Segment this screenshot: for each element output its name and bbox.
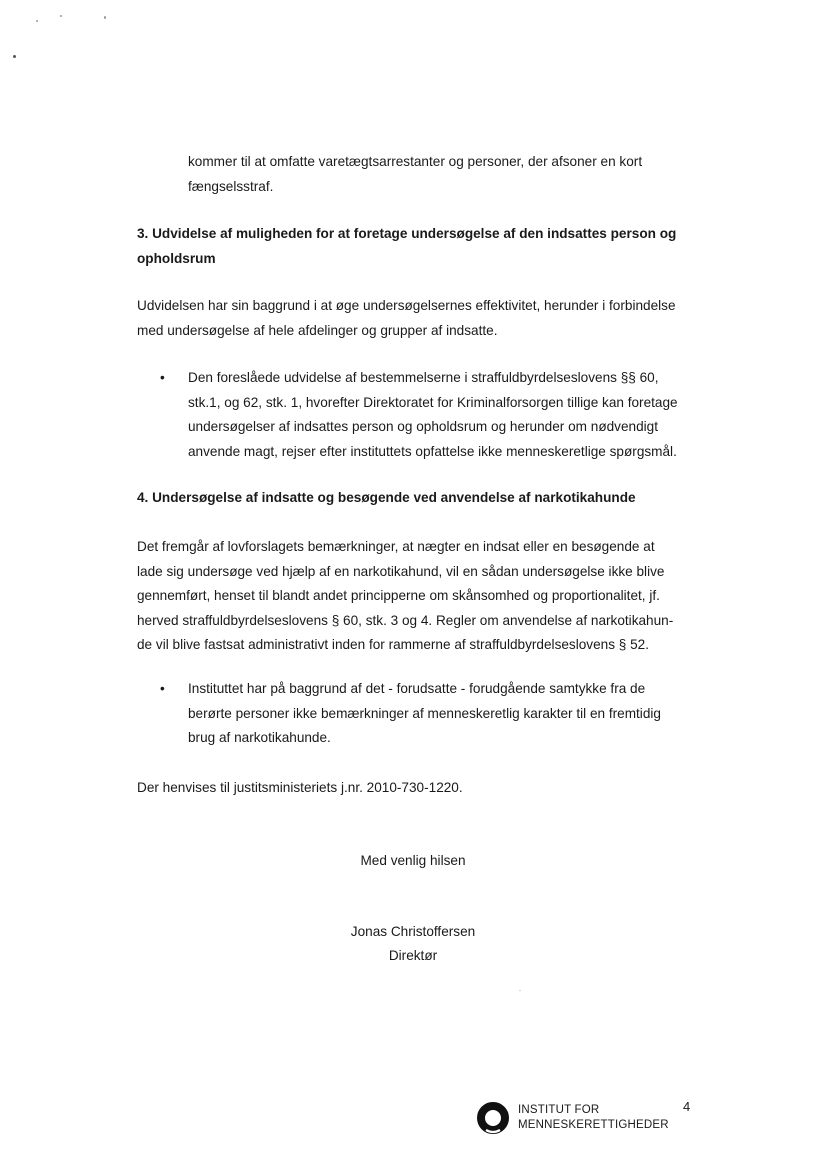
section-4-paragraph-line: herved straffuldbyrdelseslovens § 60, stk. 3 og 4. Regler om anvendelse af narkotikahun- [137, 612, 674, 628]
bullet-line: undersøgelser af indsattes person og opholdsrum og herunder om nødvendigt [188, 419, 659, 434]
bullet-marker: • [160, 681, 165, 696]
scan-speck [519, 990, 521, 991]
section-3-bullet-text [188, 366, 708, 464]
section-4-paragraph-line: de vil blive fastsat administrativt inden for rammerne af straffuldbyrdelseslovens § 52. [137, 637, 650, 652]
bullet-line: brug af narkotikahunde. [188, 730, 331, 745]
closing-greeting: Med venlig hilsen [360, 853, 466, 868]
bullet-line: berørte personer ikke bemærkninger af menneskeretlig karakter til en fremtidig [188, 705, 661, 721]
institute-logo-text [518, 1103, 669, 1133]
institute-logo [476, 1100, 676, 1140]
institute-ring-logo-icon [476, 1101, 510, 1135]
reference-text: Der henvises til justitsministeriets j.nr. 2010-730-1220. [137, 780, 463, 795]
scan-speck [36, 20, 38, 22]
bullet-marker: • [160, 370, 165, 385]
section-4-heading [137, 486, 702, 511]
section-4-paragraph-line: Det fremgår af lovforslagets bemærkninger, at nægter en indsat eller en besøgende at [137, 539, 655, 554]
section-3-paragraph-line: med undersøgelse af hele afdelinger og grupper af indsatte. [137, 322, 498, 338]
section-3-paragraph-line: Udvidelsen har sin baggrund i at øge undersøgelsernes effektivitet, herunder i forbindelse [137, 298, 676, 313]
continuation-paragraph [188, 150, 708, 199]
section-4-paragraph-line: gennemført, henset til blandt andet principperne om skånsomhed og proportionalitet, jf. [137, 588, 660, 603]
bullet-line: stk.1, og 62, stk. 1, hvorefter Direktoratet for Kriminalforsorgen tillige kan foretage [188, 394, 678, 410]
section-4-paragraph [137, 535, 697, 658]
section-4-bullet-text [188, 677, 708, 751]
signatory-title: Direktør [388, 948, 438, 963]
page-number: 4 [683, 1099, 691, 1114]
bullet-line: anvende magt, rejser efter instituttets opfattelse ikke menneskeretlige spørgsmål. [188, 443, 677, 459]
section-4-paragraph-line: lade sig undersøge ved hjælp af en narkotikahund, vil en sådan undersøgelse ikke blive [137, 563, 665, 579]
continuation-line: kommer til at omfatte varetægtsarrestanter og personer, der afsoner en kort [188, 154, 643, 169]
scan-speck [104, 16, 106, 19]
continuation-line: fængselsstraf. [188, 178, 274, 194]
bullet-line: Instituttet har på baggrund af det - forudsatte - forudgående samtykke fra de [188, 681, 646, 696]
logo-line: INSTITUT FOR [518, 1104, 600, 1116]
section-3-heading-line: opholdsrum [137, 250, 216, 266]
reference-line [137, 776, 697, 801]
section-4-heading-line: 4. Undersøgelse af indsatte og besøgende ved anvendelse af narkotikahunde [137, 490, 636, 505]
logo-line: MENNESKERETTIGHEDER [518, 1119, 669, 1131]
scan-speck [13, 55, 16, 58]
section-3-heading [137, 222, 702, 271]
scan-speck [60, 15, 62, 17]
section-3-heading-line: 3. Udvidelse af muligheden for at foretage undersøgelse af den indsattes person og [137, 226, 677, 241]
section-3-paragraph [137, 294, 697, 343]
bullet-line: Den foreslåede udvidelse af bestemmelserne i straffuldbyrdelseslovens §§ 60, [188, 370, 659, 385]
signatory-name: Jonas Christoffersen [350, 924, 476, 939]
